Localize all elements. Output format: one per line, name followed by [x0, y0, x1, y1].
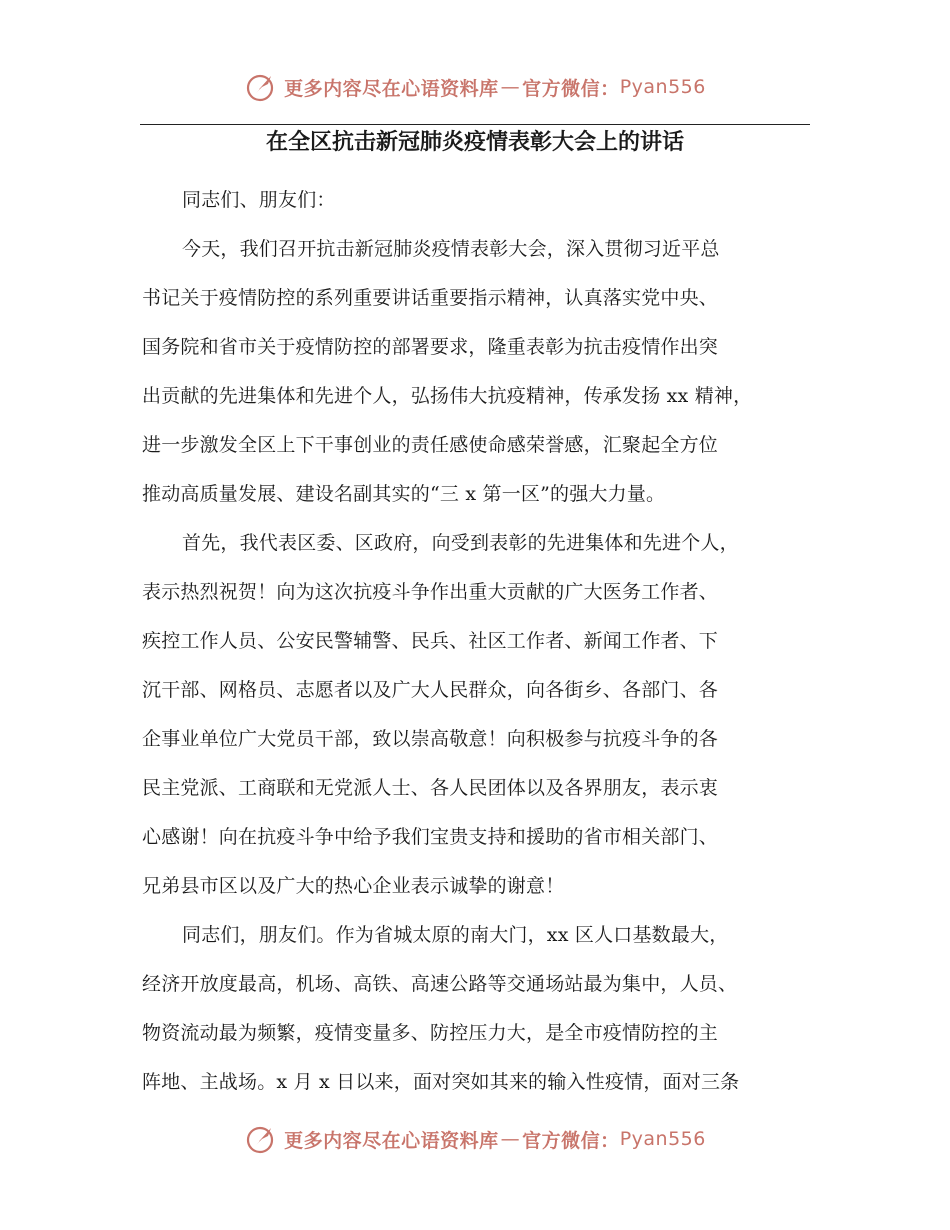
- text-line: 表示热烈祝贺！向为这次抗疫斗争作出重大贡献的广大医务工作者、: [142, 581, 719, 603]
- text-line: 同志们，朋友们。作为省城太原的南大门，xx 区人口基数最大，: [182, 924, 729, 946]
- text-line: 同志们、朋友们：: [182, 189, 336, 211]
- text-line: 物资流动最为频繁，疫情变量多、防控压力大，是全市疫情防控的主: [142, 1022, 719, 1044]
- text-line: 今天，我们召开抗击新冠肺炎疫情表彰大会，深入贯彻习近平总: [182, 238, 720, 260]
- text-line: 出贡献的先进集体和先进个人，弘扬伟大抗疫精神，传承发扬 xx 精神，: [142, 385, 753, 407]
- text-line: 心感谢！向在抗疫斗争中给予我们宝贵支持和援助的省市相关部门、: [142, 826, 719, 848]
- watermark-id: Pyan556: [619, 1128, 706, 1150]
- watermark-header: [0, 70, 950, 104]
- watermark-text: 更多内容尽在心语资料库: [284, 1129, 499, 1152]
- text-line: 首先，我代表区委、区政府，向受到表彰的先进集体和先进个人，: [182, 532, 739, 554]
- text-line: 阵地、主战场。x 月 x 日以来，面对突如其来的输入性疫情，面对三条: [142, 1071, 740, 1093]
- document-title: 在全区抗击新冠肺炎疫情表彰大会上的讲话: [265, 130, 684, 155]
- text-line: 沉干部、网格员、志愿者以及广大人民群众，向各街乡、各部门、各: [142, 679, 719, 701]
- quill-logo-icon: [244, 70, 278, 104]
- watermark-footer: [0, 1122, 950, 1156]
- watermark-channel: 官方微信：: [522, 1129, 620, 1152]
- document-body: [142, 176, 812, 1107]
- text-line: 疾控工作人员、公安民警辅警、民兵、社区工作者、新闻工作者、下: [142, 630, 719, 652]
- text-line: 推动高质量发展、建设名副其实的“三 x 第一区”的强大力量。: [142, 483, 666, 505]
- text-line: 企事业单位广大党员干部，致以崇高敬意！向积极参与抗疫斗争的各: [142, 728, 719, 750]
- text-line: 经济开放度最高，机场、高铁、高速公路等交通场站最为集中，人员、: [142, 973, 738, 995]
- header-rule: [140, 124, 810, 125]
- text-line: 国务院和省市关于疫情防控的部署要求，隆重表彰为抗击疫情作出突: [142, 336, 719, 358]
- quill-logo-icon: [244, 1122, 278, 1156]
- text-line: 民主党派、工商联和无党派人士、各人民团体以及各界朋友，表示衷: [142, 777, 719, 799]
- text-line: 兄弟县市区以及广大的热心企业表示诚挚的谢意！: [142, 875, 565, 897]
- watermark-separator: —: [500, 76, 521, 98]
- watermark-text: 更多内容尽在心语资料库: [284, 77, 499, 100]
- watermark-channel: 官方微信：: [522, 77, 620, 100]
- watermark-id: Pyan556: [619, 76, 706, 98]
- text-line: 进一步激发全区上下干事创业的责任感使命感荣誉感，汇聚起全方位: [142, 434, 719, 456]
- text-line: 书记关于疫情防控的系列重要讲话重要指示精神，认真落实党中央、: [142, 287, 719, 309]
- watermark-separator: —: [500, 1128, 521, 1150]
